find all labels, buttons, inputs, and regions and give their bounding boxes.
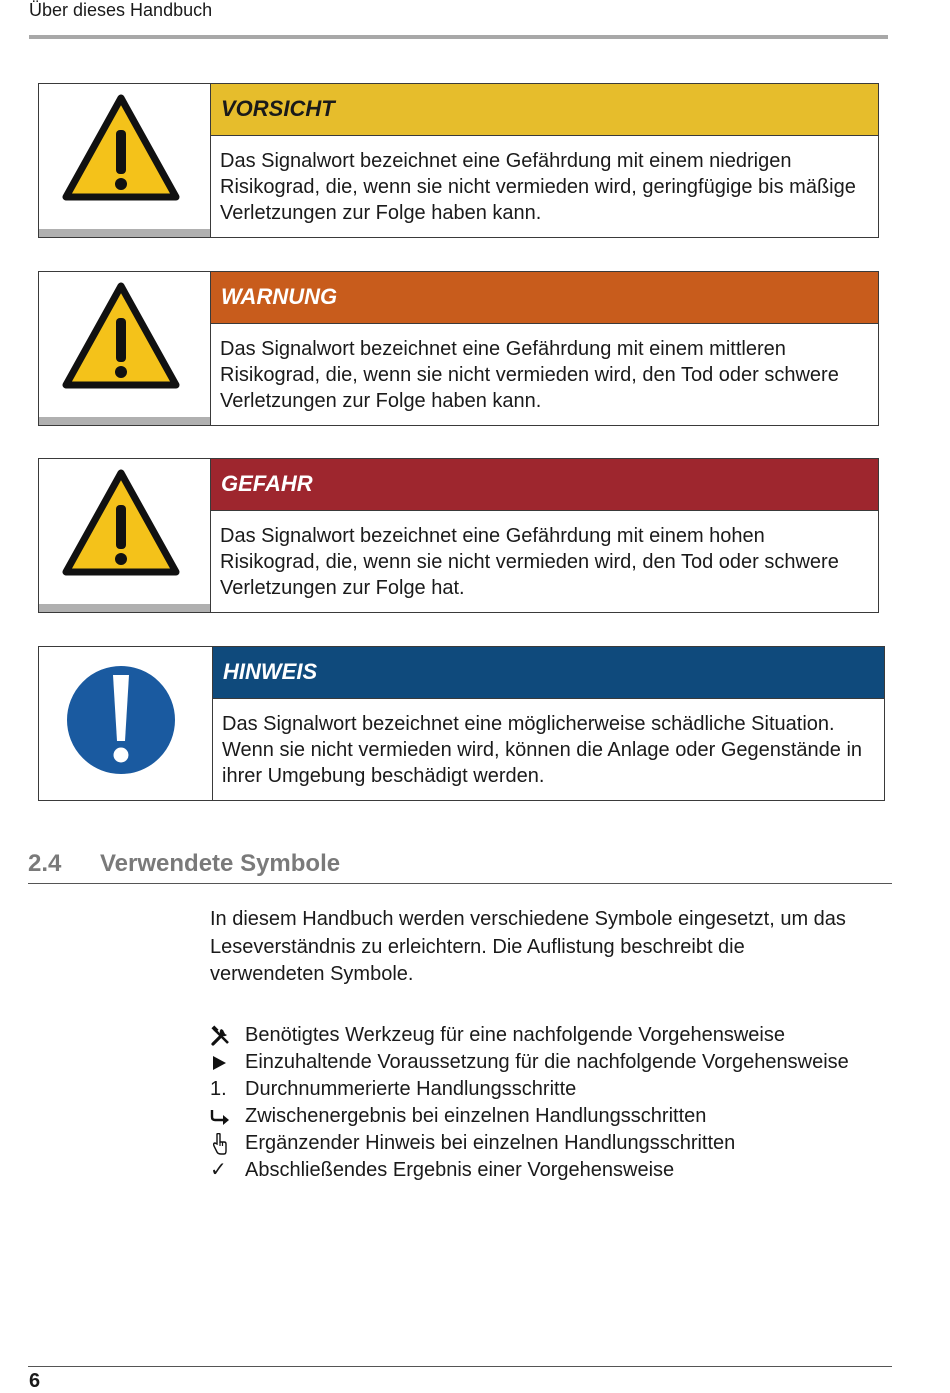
- caution-description: Das Signalwort bezeichnet eine Gefährdung mit einem niedrigen Risikograd, die, wenn sie nicht vermieden wird, geringfügige bis mäßige Verletzungen zur Folge haben kann.: [220, 150, 856, 224]
- warning-signal-bar: [211, 272, 878, 324]
- step-number: 1.: [210, 1078, 227, 1100]
- notice-box: [38, 646, 885, 801]
- header-rule: [29, 35, 888, 39]
- caution-content: [210, 84, 878, 237]
- warning-triangle-icon: [39, 272, 210, 419]
- list-item: [210, 1076, 910, 1103]
- section-heading: [28, 850, 892, 884]
- icon-cell-grey-bar: [39, 229, 210, 237]
- danger-signal-bar: [211, 459, 878, 511]
- section-intro: In diesem Handbuch werden verschiedene Symbole eingesetzt, um das Leseverständnis zu erleichtern. Die Auflistung beschreibt die verwendeten Symbole.: [210, 908, 846, 985]
- caution-icon-cell: [39, 84, 210, 237]
- danger-description: Das Signalwort bezeichnet eine Gefährdung mit einem hohen Risikograd, die, wenn sie nicht vermieden wird, den Tod oder schwere Verletzungen zur Folge hat.: [220, 525, 839, 599]
- list-item: [210, 1103, 910, 1130]
- warning-signal-word: WARNUNG: [221, 284, 338, 309]
- notice-signal-word: HINWEIS: [223, 659, 318, 684]
- page-number: 6: [29, 1370, 41, 1392]
- symbol-label: Zwischenergebnis bei einzelnen Handlungsschritten: [245, 1105, 707, 1127]
- icon-cell-grey-bar: [39, 604, 210, 612]
- warning-triangle-icon: [39, 459, 210, 606]
- list-item: [210, 1022, 910, 1049]
- caution-signal-word: VORSICHT: [221, 96, 335, 121]
- warning-box: [38, 271, 879, 426]
- symbol-label: Benötigtes Werkzeug für eine nachfolgende Vorgehensweise: [245, 1024, 785, 1046]
- icon-cell-grey-bar: [39, 417, 210, 425]
- symbol-label: Ergänzender Hinweis bei einzelnen Handlungsschritten: [245, 1132, 736, 1154]
- caution-signal-bar: [211, 84, 878, 136]
- warning-content: [210, 272, 878, 425]
- symbol-label: Einzuhaltende Voraussetzung für die nachfolgende Vorgehensweise: [245, 1051, 849, 1073]
- caution-box: [38, 83, 879, 238]
- checkmark-icon: ✓: [210, 1159, 227, 1181]
- list-item: [210, 1049, 910, 1076]
- footer-rule: [28, 1366, 892, 1367]
- danger-signal-word: GEFAHR: [221, 471, 313, 496]
- section-title: Verwendete Symbole: [100, 850, 341, 877]
- warning-triangle-icon: [39, 84, 210, 231]
- symbol-label: Durchnummerierte Handlungsschritte: [245, 1078, 577, 1100]
- danger-content: [210, 459, 878, 612]
- notice-description: Das Signalwort bezeichnet eine möglicherweise schädliche Situation. Wenn sie nicht vermieden wird, können die Anlage oder Gegenstände in ihrer Umgebung beschädigt werden.: [222, 713, 863, 787]
- notice-icon-cell: [39, 647, 212, 800]
- symbol-list: [210, 1022, 910, 1184]
- list-item: [210, 1130, 910, 1157]
- list-item: [210, 1157, 910, 1184]
- notice-signal-bar: [213, 647, 884, 699]
- notice-content: [212, 647, 884, 800]
- warning-icon-cell: [39, 272, 210, 425]
- info-circle-icon: [39, 647, 212, 800]
- symbol-label: Abschließendes Ergebnis einer Vorgehensweise: [245, 1159, 675, 1181]
- danger-box: [38, 458, 879, 613]
- page-header-title: Über dieses Handbuch: [29, 0, 213, 20]
- section-number: 2.4: [28, 850, 62, 877]
- danger-icon-cell: [39, 459, 210, 612]
- warning-description: Das Signalwort bezeichnet eine Gefährdung mit einem mittleren Risikograd, die, wenn sie nicht vermieden wird, den Tod oder schwere Verletzungen zur Folge haben kann.: [220, 338, 839, 412]
